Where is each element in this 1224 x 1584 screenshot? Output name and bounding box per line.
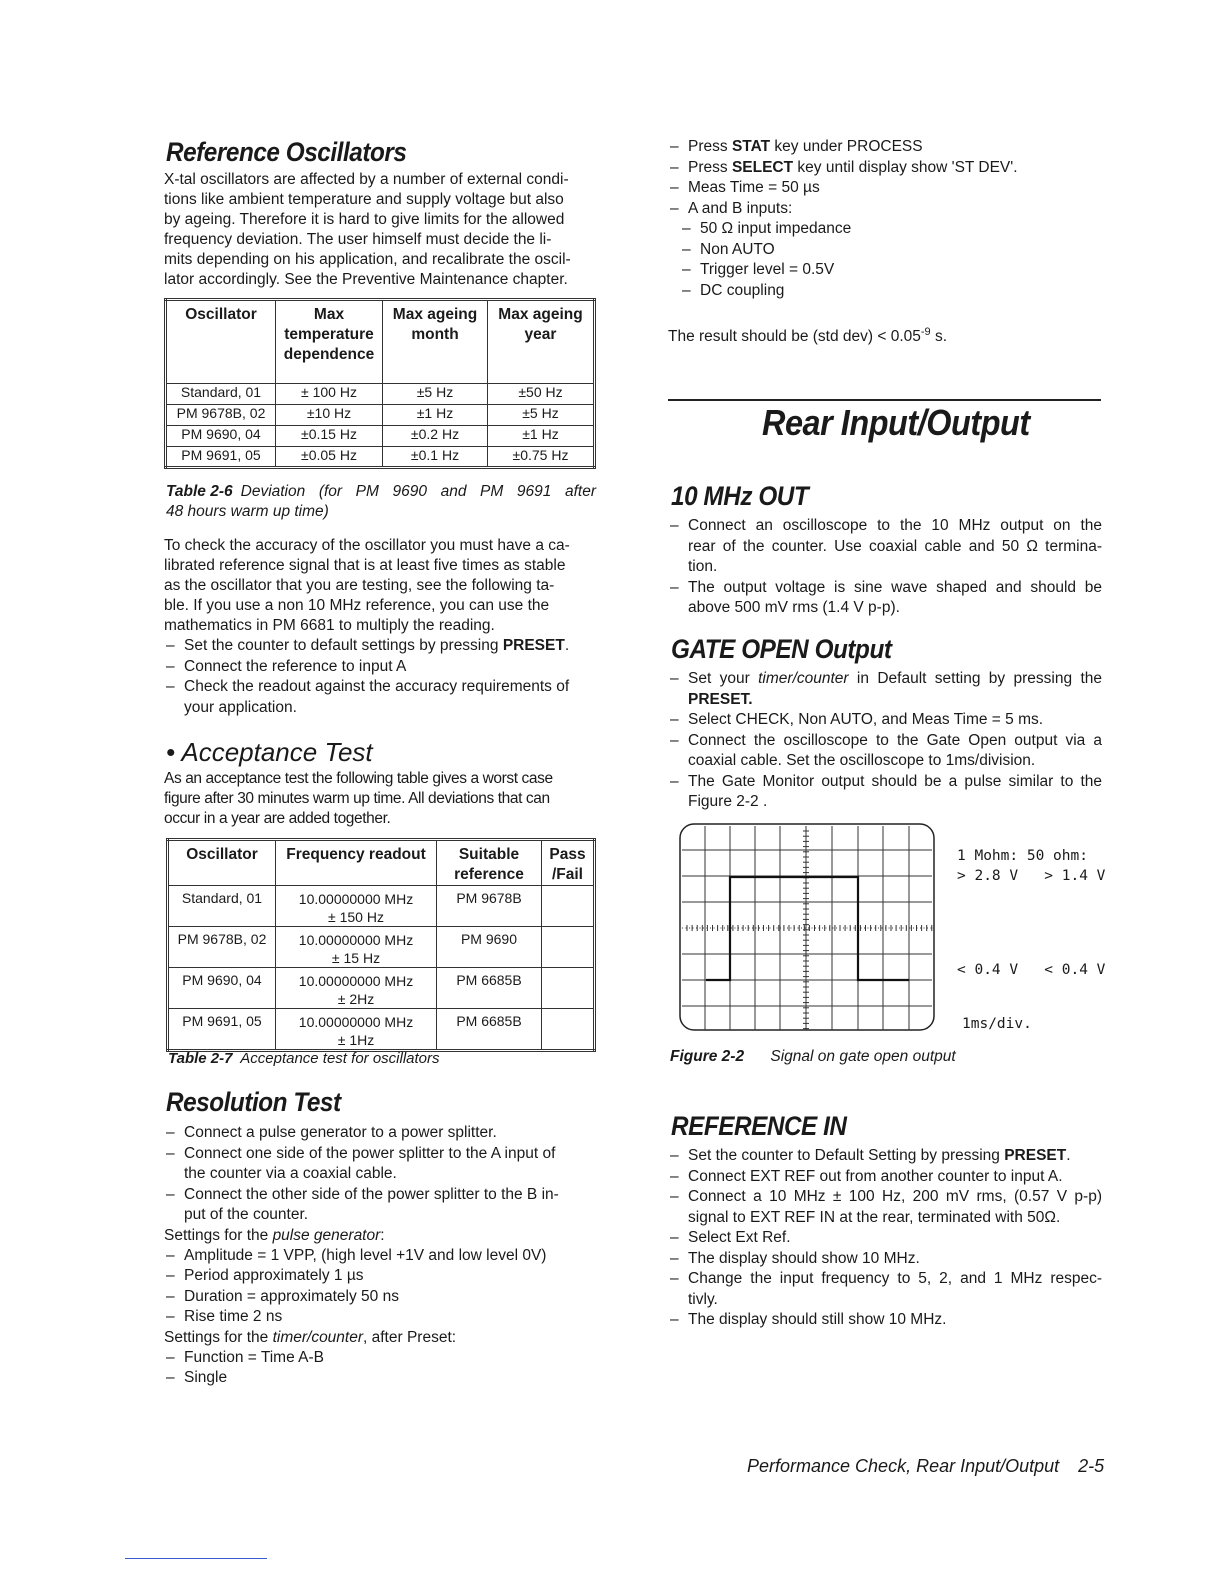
intro-line: X-tal oscillators are affected by a number of external condi- (164, 171, 569, 188)
table-row (168, 886, 595, 927)
pass-fail-cell (542, 927, 595, 968)
table-cell: ±5 Hz (383, 384, 488, 405)
table-cell: ±0.15 Hz (276, 426, 383, 447)
table-header: Max ageing month (383, 300, 488, 384)
table-cell: PM 9678B (437, 886, 542, 927)
caption-text: 48 hours warm up time) (166, 503, 329, 520)
scope-levels-high (957, 846, 1105, 886)
scope-label-timebase: 1ms/div. (962, 1016, 1032, 1032)
table-row (166, 426, 595, 447)
list-item: – Set the counter to default settings by pressing PRESET. (164, 636, 598, 657)
std-dev-result: The result should be (std $dev) < 0.05^{-9}$ s. (668, 326, 948, 346)
page-number: 2-5 (1078, 1456, 1105, 1476)
list-item: – Press SELECT key until display show 'ST DEV'. (668, 158, 1102, 179)
intro-line: figure after 30 minutes warm up time. All deviations that can (164, 790, 550, 807)
list-item: – Connect an oscilloscope to the 10 MHz output on the rear of the counter. Use coaxial cable and 50 Ω termina- tion. (668, 516, 1102, 578)
table-cell: PM 9691, 05 (168, 1009, 276, 1051)
mhz-out-heading: 10 MHz OUT (671, 481, 809, 511)
list-item: – Connect the other side of the power splitter to the B in- put of the counter. (164, 1185, 598, 1226)
caption-label: Table 2-6 (166, 483, 233, 500)
table-row (168, 927, 595, 968)
table-2-7-caption (168, 1049, 440, 1069)
table-cell: 10.00000000 MHz ± 15 Hz (276, 927, 437, 968)
list-item: – Connect EXT REF out from another counter to input A. (668, 1167, 1102, 1188)
page-footer (747, 1456, 1104, 1477)
list-item: – Trigger level = 0.5V (680, 260, 1102, 281)
table-cell: PM 6685B (437, 968, 542, 1009)
pass-fail-cell (542, 1009, 595, 1051)
pass-fail-cell (542, 886, 595, 927)
table-cell: PM 9691, 05 (166, 447, 276, 468)
list-item: – Duration = approximately 50 ns (164, 1287, 598, 1308)
intro-line: mits depending on his application, and recalibrate the oscil- (164, 251, 571, 268)
table-row (166, 384, 595, 405)
list-item: – The display should still show 10 MHz. (668, 1310, 1102, 1331)
list-item: – DC coupling (680, 281, 1102, 302)
list-item: – Connect a 10 MHz ± 100 Hz, 200 mV rms, (0.57 V p-p) signal to EXT REF IN at the rear, terminated with 50Ω. (668, 1187, 1102, 1228)
intro-line: lator accordingly. See the Preventive Maintenance chapter. (164, 271, 568, 288)
list-item: – Connect the oscilloscope to the Gate Open output via a coaxial cable. Set the oscilloscope to 1ms/division. (668, 731, 1102, 772)
list-item: – Set the counter to Default Setting by pressing PRESET. (668, 1146, 1102, 1167)
table-row (166, 447, 595, 468)
list-item: – A and B inputs: (668, 199, 1102, 220)
table-cell: PM 9690, 04 (168, 968, 276, 1009)
list-item: – Set your timer/counter in Default setting by pressing the PRESET. (668, 669, 1102, 710)
list-item: – Rise time 2 ns (164, 1307, 598, 1328)
scope-label-high-level: > 2.8 V > 1.4 V (957, 868, 1106, 884)
acceptance-intro (164, 769, 604, 829)
table-header: Oscillator (166, 300, 276, 384)
input-settings-list (668, 219, 1102, 301)
timer-counter-settings (164, 1348, 598, 1389)
table-cell: ±50 Hz (488, 384, 595, 405)
caption-text: Acceptance test for oscillators (240, 1050, 440, 1067)
figure-text: Signal on gate open output (770, 1048, 956, 1065)
table-row (168, 968, 595, 1009)
intro-line: frequency deviation. The user himself must decide the li- (164, 231, 552, 248)
reference-in-steps (668, 1146, 1102, 1331)
pass-fail-cell (542, 968, 595, 1009)
table-cell: Standard, 01 (166, 384, 276, 405)
resolution-test-body (164, 1123, 598, 1389)
table-cell: 10.00000000 MHz ± 150 Hz (276, 886, 437, 927)
pulse-generator-settings (164, 1246, 598, 1328)
caption-label: Table 2-7 (168, 1050, 233, 1067)
check-line: mathematics in PM 6681 to multiply the reading. (164, 617, 495, 634)
table-cell: 10.00000000 MHz ± 1Hz (276, 1009, 437, 1051)
list-item: – Non AUTO (680, 240, 1102, 261)
table-cell: ±5 Hz (488, 405, 595, 426)
table-header: Oscillator (168, 840, 276, 886)
table-header: Pass /Fail (542, 840, 595, 886)
accuracy-check-text (164, 536, 596, 636)
intro-line: by ageing. Therefore it is hard to give limits for the allowed (164, 211, 565, 228)
intro-line: tions like ambient temperature and supply voltage but also (164, 191, 564, 208)
accuracy-steps (164, 636, 598, 718)
list-item: – The output voltage is sine wave shaped and should be above 500 mV rms (1.4 V p-p). (668, 578, 1102, 619)
table-cell: PM 9690 (437, 927, 542, 968)
table-row (168, 1009, 595, 1051)
gate-open-output-heading: GATE OPEN Output (671, 634, 892, 664)
check-line: librated reference signal that is at least five times as stable (164, 557, 566, 574)
table-cell: PM 9678B, 02 (168, 927, 276, 968)
list-item: – Check the readout against the accuracy requirements of your application. (164, 677, 598, 718)
check-line: ble. If you use a non 10 MHz reference, you can use the (164, 597, 550, 614)
rear-input-output-heading: Rear Input/Output (762, 402, 1030, 443)
scope-label-low-level: < 0.4 V < 0.4 V (957, 962, 1106, 978)
table-cell: 10.00000000 MHz ± 2Hz (276, 968, 437, 1009)
footer-section: Performance Check, Rear Input/Output (747, 1456, 1060, 1476)
intro-line: occur in a year are added together. (164, 810, 391, 827)
section-divider (668, 399, 1101, 401)
list-item: – Amplitude = 1 VPP, (high level +1V and low level 0V) (164, 1246, 598, 1267)
table-cell: ±1 Hz (488, 426, 595, 447)
mhz-out-steps (668, 516, 1102, 619)
table-header: Max ageing year (488, 300, 595, 384)
settings-label: Settings for the pulse generator: (164, 1226, 385, 1244)
list-item: – Select CHECK, Non AUTO, and Meas Time = 5 ms. (668, 710, 1102, 731)
stat-steps (668, 137, 1102, 347)
list-item: – The Gate Monitor output should be a pulse similar to the Figure 2-2 . (668, 772, 1102, 813)
stat-step-list (668, 137, 1102, 219)
oscilloscope-screen-figure (678, 822, 938, 1034)
table-cell: ±0.75 Hz (488, 447, 595, 468)
list-item: – Connect the reference to input A (164, 657, 598, 678)
list-item: – The display should show 10 MHz. (668, 1249, 1102, 1270)
list-item: – Connect one side of the power splitter to the A input of the counter via a coaxial cable. (164, 1144, 598, 1185)
resolution-steps (164, 1123, 598, 1226)
list-item: – Select Ext Ref. (668, 1228, 1102, 1249)
list-item: – 50 Ω input impedance (680, 219, 1102, 240)
caption-text: Deviation (for PM 9690 and PM 9691 after (240, 483, 596, 500)
table-header: Max temperature dependence (276, 300, 383, 384)
scope-axis-ticks (687, 831, 932, 1029)
table-cell: ±1 Hz (383, 405, 488, 426)
table-cell: PM 9678B, 02 (166, 405, 276, 426)
list-item: – Single (164, 1368, 598, 1389)
list-item: – Change the input frequency to 5, 2, and 1 MHz respec- tivly. (668, 1269, 1102, 1310)
reference-oscillators-heading: Reference Oscillators (166, 137, 407, 167)
table-header: Frequency readout (276, 840, 437, 886)
list-item: – Function = Time A-B (164, 1348, 598, 1369)
list-item: – Period approximately 1 µs (164, 1266, 598, 1287)
check-line: as the oscillator that you are testing, see the following ta- (164, 577, 555, 594)
table-header: Suitable reference (437, 840, 542, 886)
table-row (166, 405, 595, 426)
list-item: – Meas Time = 50 µs (668, 178, 1102, 199)
table-cell: ±0.1 Hz (383, 447, 488, 468)
table-cell: ±10 Hz (276, 405, 383, 426)
acceptance-test-heading: • Acceptance Test (166, 737, 373, 767)
figure-2-2-caption (670, 1047, 956, 1067)
settings-label: Settings for the timer/counter, after Preset: (164, 1328, 457, 1346)
table-cell: ±0.2 Hz (383, 426, 488, 447)
table-2-6-caption (166, 482, 596, 522)
table-cell: ±0.05 Hz (276, 447, 383, 468)
list-item: – Connect a pulse generator to a power splitter. (164, 1123, 598, 1144)
reference-oscillators-intro (164, 170, 596, 290)
acceptance-table (166, 838, 596, 1052)
table-cell: PM 9690, 04 (166, 426, 276, 447)
bottom-edge-rule (125, 1558, 267, 1559)
list-item: – Press STAT key under PROCESS (668, 137, 1102, 158)
table-cell: Standard, 01 (168, 886, 276, 927)
table-cell: PM 6685B (437, 1009, 542, 1051)
check-line: To check the accuracy of the oscillator you must have a ca- (164, 537, 570, 554)
reference-in-heading: REFERENCE IN (671, 1111, 847, 1141)
table-cell: ± 100 Hz (276, 384, 383, 405)
scope-label-impedance: 1 Mohm: 50 ohm: (957, 848, 1088, 864)
resolution-test-heading: Resolution Test (166, 1087, 341, 1117)
intro-line: As an acceptance test the following table gives a worst case (164, 770, 553, 787)
figure-label: Figure 2-2 (670, 1048, 745, 1065)
gate-open-steps (668, 669, 1102, 813)
deviation-table (164, 298, 596, 469)
